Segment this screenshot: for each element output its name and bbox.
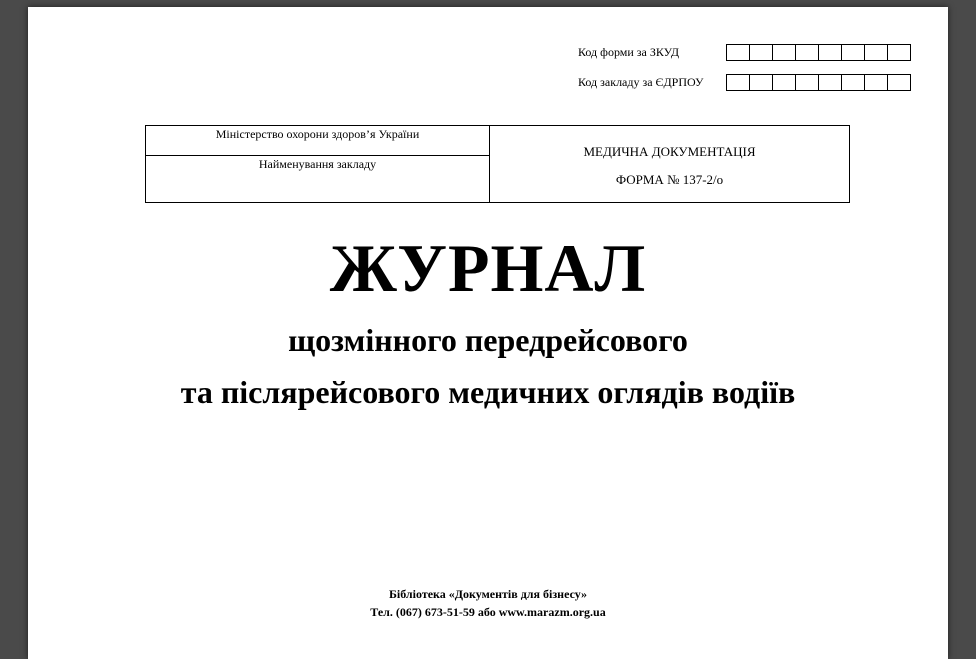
subtitle-line-1: щозмінного передрейсового [288, 322, 688, 358]
code-box [727, 45, 750, 60]
footer-library: Бібліотека «Документів для бізнесу» [388, 587, 588, 601]
zkud-code-row [578, 44, 911, 61]
form-number: ФОРМА № 137-2/о [615, 172, 724, 187]
code-box [796, 45, 819, 60]
code-box [865, 45, 888, 60]
code-box [888, 75, 910, 90]
header-right-column [490, 126, 849, 202]
code-box [796, 75, 819, 90]
page-title: ЖУРНАЛ [329, 230, 647, 306]
subtitle-line-2: та післярейсового медичних оглядів водіїв [180, 374, 796, 410]
code-box [773, 45, 796, 60]
code-box [865, 75, 888, 90]
document-page [28, 7, 948, 659]
code-box [842, 75, 865, 90]
header-left-column [146, 126, 490, 202]
institution-name-label: Найменування закладу [258, 157, 377, 171]
edrpou-code-row [578, 74, 911, 91]
edrpou-code-label: Код закладу за ЄДРПОУ [578, 75, 704, 89]
code-box [842, 45, 865, 60]
ministry-name: Міністерство охорони здоров’я України [146, 126, 489, 156]
edrpou-code-boxes [726, 74, 911, 91]
doc-type: МЕДИЧНА ДОКУМЕНТАЦІЯ [583, 144, 756, 159]
code-box [750, 45, 773, 60]
zkud-code-label: Код форми за ЗКУД [578, 45, 680, 59]
code-box [888, 45, 910, 60]
code-box [819, 45, 842, 60]
code-box [727, 75, 750, 90]
zkud-code-boxes [726, 44, 911, 61]
footer-contacts: Тел. (067) 673-51-59 або www.marazm.org.ua [370, 605, 606, 619]
code-box [750, 75, 773, 90]
header-table [145, 125, 850, 203]
code-box [819, 75, 842, 90]
code-box [773, 75, 796, 90]
